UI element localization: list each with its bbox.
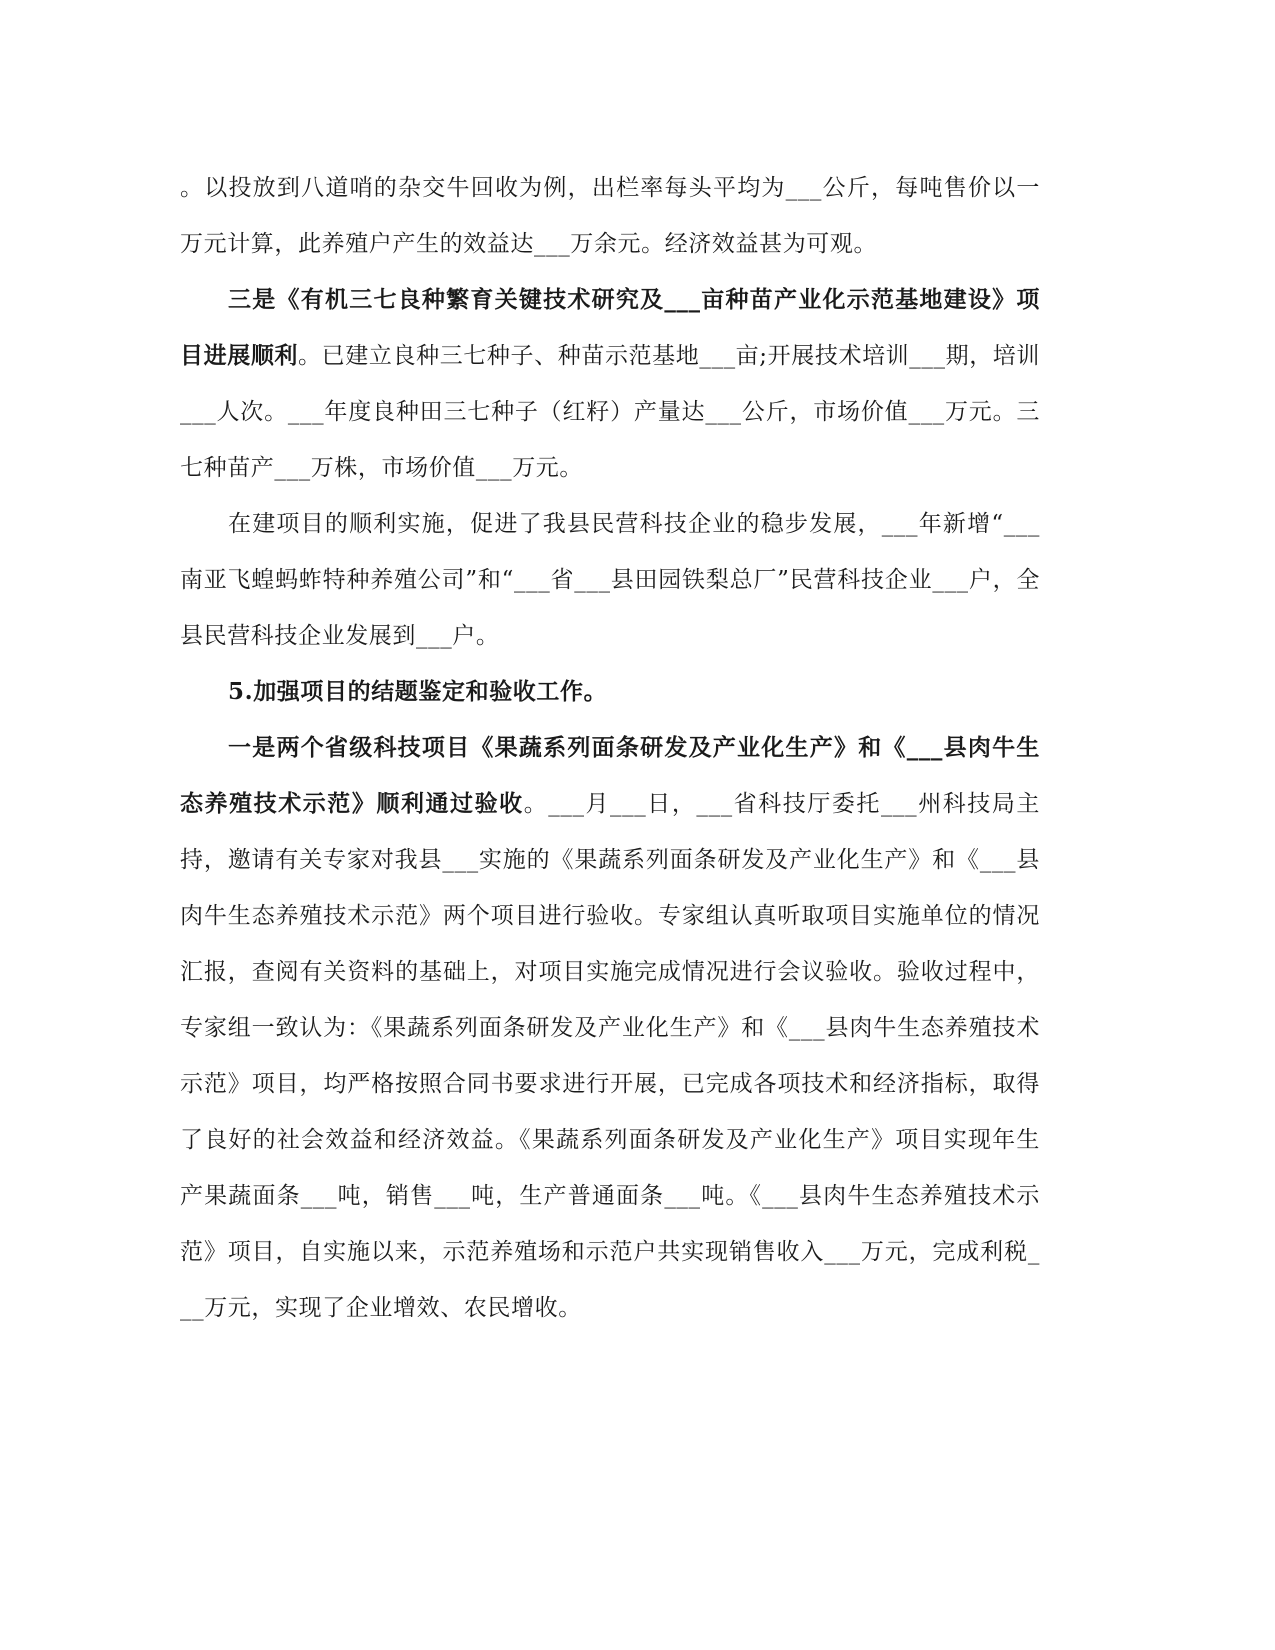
paragraph-text: 。以投放到八道哨的杂交牛回收为例，出栏率每头平均为___公斤，每吨售价以一万元计算，此养殖户产生的效益达___万余元。经济效益甚为可观。: [180, 175, 1040, 257]
paragraph-lead-bold: 一是两个省级科技项目《果蔬系列面条研发及产业化生产》和《___县肉牛生态养殖技术示范》顺利通过验收: [180, 734, 1040, 817]
paragraph-text: 在建项目的顺利实施，促进了我县民营科技企业的稳步发展，___年新增“___南亚飞蝗蚂蚱特种养殖公司”和“___省___县田园铁梨总厂”民营科技企业___户，全县民营科技企业发展到___户。: [180, 511, 1040, 649]
paragraph-continuation: [180, 160, 1040, 272]
section-heading: [180, 664, 1040, 720]
paragraph-text: 。___月___日，___省科技厅委托___州科技局主持，邀请有关专家对我县___实施的《果蔬系列面条研发及产业化生产》和《___县肉牛生态养殖技术示范》两个项目进行验收。专家组认真听取项目实施单位的情况汇报，查阅有关资料的基础上，对项目实施完成情况进行会议验收。验收过程中，专家组一致认为：《果蔬系列面条研发及产业化生产》和《___县肉牛生态养殖技术示范》项目，均严格按照合同书要求进行开展，已完成各项技术和经济指标，取得了良好的社会效益和经济效益。《果蔬系列面条研发及产业化生产》项目实现年生产果蔬面条___吨，销售___吨，生产普通面条___吨。《___县肉牛生态养殖技术示范》项目，自实施以来，示范养殖场和示范户共实现销售收入___万元，完成利税___万元，实现了企业增效、农民增收。: [180, 791, 1040, 1321]
paragraph-private-enterprises: [180, 496, 1040, 664]
section-heading-text: 5.加强项目的结题鉴定和验收工作。: [228, 678, 608, 705]
document-page: [180, 160, 1040, 1336]
paragraph-sanqi-project: [180, 272, 1040, 496]
paragraph-acceptance: [180, 720, 1040, 1336]
paragraph-lead-bold: 三是《有机三七良种繁育关键技术研究及___亩种苗产业化示范基地建设》项目进展顺利: [180, 286, 1040, 369]
paragraph-text: 。已建立良种三七种子、种苗示范基地___亩;开展技术培训___期，培训___人次。___年度良种田三七种子（红籽）产量达___公斤，市场价值___万元。三七种苗产___万株，市场价值___万元。: [180, 343, 1041, 481]
